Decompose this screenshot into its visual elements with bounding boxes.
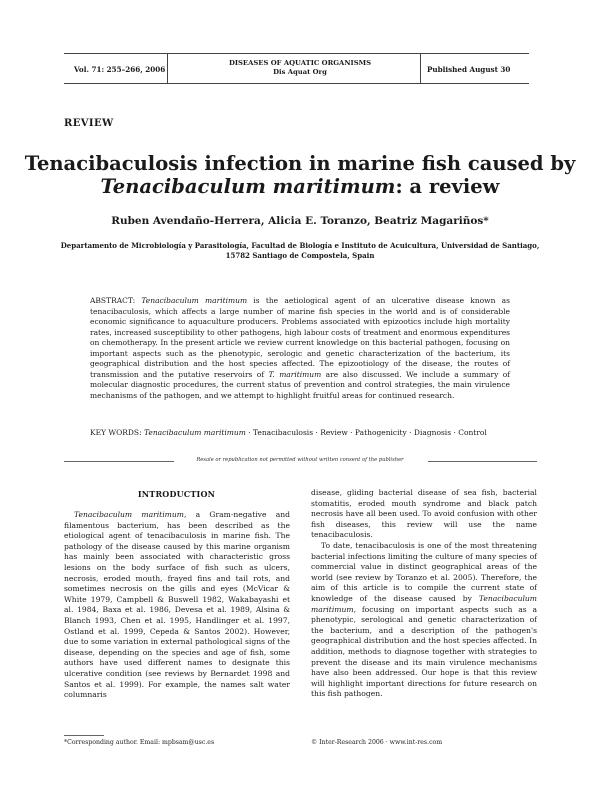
column-left	[64, 510, 290, 701]
title-organism: Tenacibaculum maritimum	[100, 175, 396, 198]
abstract-text-1: is the aetiological agent of an ulcerative disease known as tenacibaculosis, which affects a large number of marine fish species in the world and is of considerable economic significance to aquaculture producers. Problems associated with epizootics include high mortality rates, increased susceptibility to other pathogens, high labour costs of treatment and enormous expenditures on chemotherapy. In the present article we review current knowledge on this bacterial pathogen, focusing on important aspects such as the phenotypic, serologic and genetic characterization of the bacterium, its geographical distribution and the host species affected. The epizootiology of the disease, the routes of transmission and the putative reservoirs of	[90, 296, 510, 379]
resale-notice: Resale or republication not permitted without written consent of the publisher	[196, 457, 404, 463]
affiliation-line-1: Departamento de Microbiología y Parasitología, Facultad de Biología e Instituto de Acuicultura, Universidad de Santiago,	[60, 241, 540, 250]
corresponding-author-footnote: *Corresponding author. Email: mpbsam@usc.es	[64, 739, 215, 746]
abstract-text-2: are also discussed. We include a summary of molecular diagnostic procedures, the current status of prevention and control strategies, the main virulence mechanisms of the pathogen, and we attempt to highlight fruitful areas for continued research.	[90, 369, 510, 400]
intro-organism: Tenacibaculum maritimum	[74, 510, 184, 519]
column-right	[311, 488, 537, 700]
abstract-label: ABSTRACT:	[90, 296, 142, 305]
affiliation-line-2: 15782 Santiago de Compostela, Spain	[225, 251, 375, 260]
intro-paragraph-continued: disease, gliding bacterial disease of sea fish, bacterial stomatitis, eroded mouth syndrome and black patch necrosis have all been used. To avoid confusion with other fish diseases, this review will use the name tenacibaculosis.	[311, 488, 537, 540]
copyright-notice: © Inter-Research 2006 · www.int-res.com	[311, 739, 443, 746]
intro-text-3: , focusing on important aspects such as a phenotypic, serological and genetic characterization of the bacterium, and a description of the pathogen's geographical distribution and the host species affected. In addition, methods to diagnose together with strategies to prevent the disease and its main virulence mechanisms have also been addressed. Our hope is that this review will highlight important directions for future research on this fish pathogen.	[311, 604, 537, 699]
abstract	[90, 296, 510, 401]
keywords	[90, 428, 510, 439]
journal-name: DISEASES OF AQUATIC ORGANISMS	[228, 59, 372, 67]
published-date: Published August 30	[427, 65, 511, 74]
affiliation	[60, 241, 540, 261]
keywords-label: KEY WORDS:	[90, 428, 144, 437]
intro-paragraph-2	[311, 541, 537, 700]
volume-info: Vol. 71: 255–266, 2006	[74, 65, 166, 74]
keywords-rest: · Tenacibaculosis · Review · Pathogenicity · Diagnosis · Control	[245, 428, 487, 437]
section-label: REVIEW	[64, 118, 114, 129]
introduction-heading: INTRODUCTION	[137, 489, 216, 499]
abstract-organism-short: T. maritimum	[268, 369, 322, 379]
title-suffix: : a review	[395, 175, 500, 198]
intro-text-2: To date, tenacibaculosis is one of the most threatening bacterial infections limiting the culture of many species of commercial value in distinct geographical areas of the world (see review by Toranzo et al. 2005). Therefore, the aim of this article is to compile the current state of knowledge of the disease caused by	[311, 540, 537, 603]
header-top-rule	[64, 53, 529, 54]
header-bottom-rule	[64, 83, 529, 84]
paper-title	[0, 152, 600, 198]
intro-organism-2: Tenacibaculum maritimum	[311, 593, 537, 614]
footnote-rule	[64, 735, 104, 736]
author-list: Ruben Avendaño-Herrera, Alicia E. Toranzo, Beatriz Magariños*	[111, 215, 489, 227]
intro-paragraph-1	[64, 510, 290, 701]
title-line-1: Tenacibaculosis infection in marine fish caused by	[24, 152, 576, 175]
abstract-organism: Tenacibaculum maritimum	[141, 296, 248, 305]
keywords-organism: Tenacibaculum maritimum	[143, 428, 246, 437]
title-line-2	[0, 175, 600, 198]
journal-abbrev: Dis Aquat Org	[273, 68, 327, 76]
intro-text-1: , a Gram-negative and filamentous bacterium, has been described as the etiological agent of tenacibaculosis in marine fish. The pathology of the disease caused by this marine organism has mainly been associated with characteristic gross lesions on the body surface of fish such as ulcers, necrosis, eroded mouth, frayed fins and tail rots, and sometimes necrosis on the gills and eyes (McVicar & White 1979, Campbell & Buswell 1982, Wakabayashi et al. 1984, Baxa et al. 1986, Devesa et al. 1989, Alsina & Blanch 1993, Chen et al. 1995, Handlinger et al. 1997, Ostland et al. 1999, Cepeda & Santos 2002). However, due to some variation in external pathological signs of the disease, depending on the species and age of fish, some authors have used different names to designate this ulcerative condition (see reviews by Bernardet 1998 and Santos et al. 1999). For example, the names salt water columnaris	[64, 510, 290, 700]
